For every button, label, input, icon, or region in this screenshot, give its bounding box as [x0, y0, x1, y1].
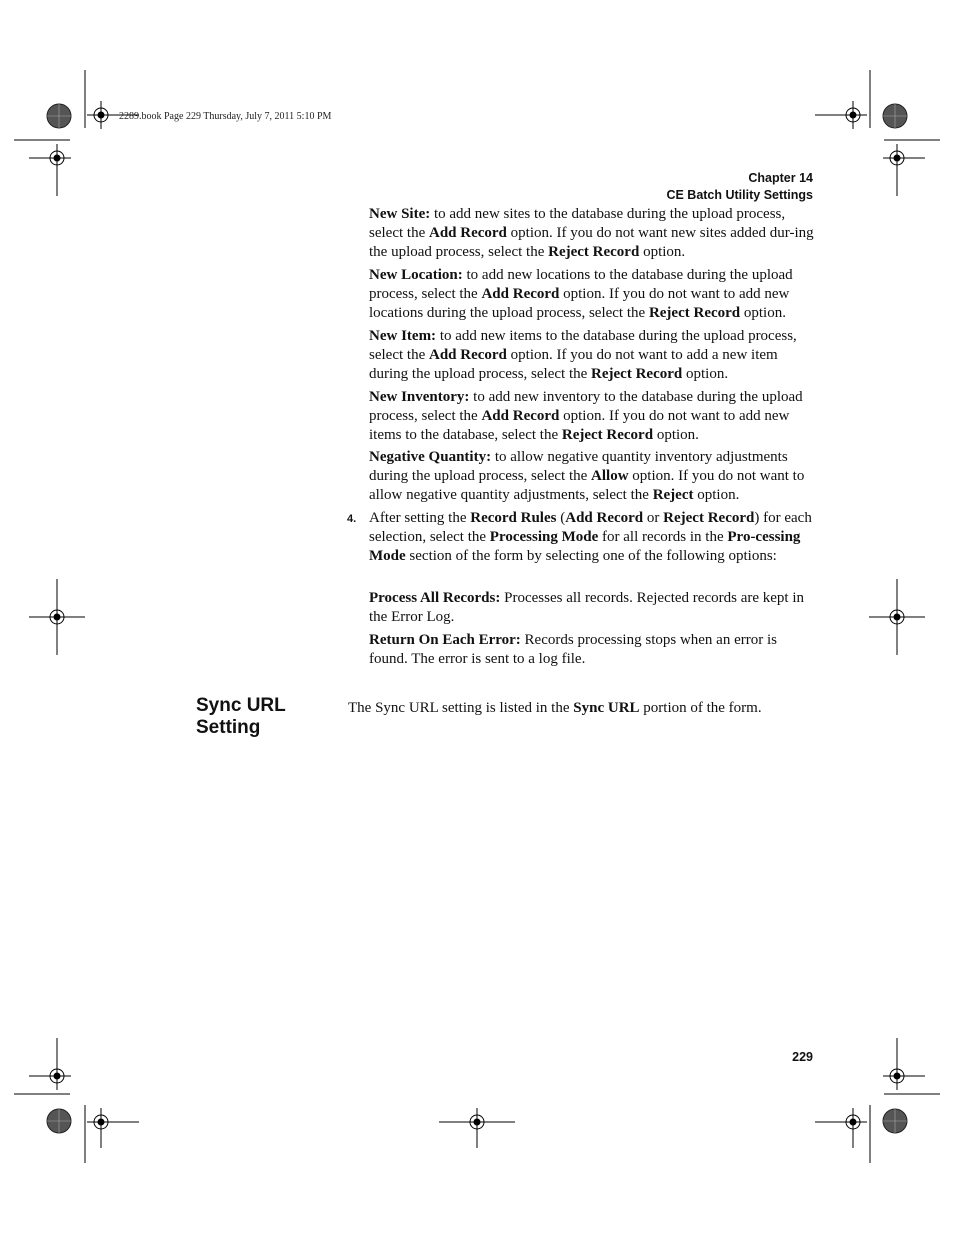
term: New Site: — [369, 206, 431, 222]
term: Return On Each Error: — [369, 632, 521, 648]
section-heading-line-1: Sync URL — [196, 695, 286, 716]
text: option. If you do not want to allow negative quantity adjustments, select the — [369, 468, 805, 503]
text: for all records in the — [598, 529, 728, 545]
text: option. — [639, 244, 686, 260]
term: Negative Quantity: — [369, 449, 492, 465]
print-slug: 2289.book Page 229 Thursday, July 7, 2011 5:10 PM — [119, 111, 332, 122]
text: ( — [556, 510, 566, 526]
text: to allow negative quantity inventory adjustments during the upload process, select the — [369, 449, 788, 484]
text: option. If you do not want to add a new item during the upload process, select the — [369, 347, 778, 382]
bold-text: Processing Mode — [489, 529, 599, 545]
text: to add new inventory to the database during the upload process, select the — [369, 389, 803, 424]
bold-text: Add Record — [565, 510, 644, 526]
term: Process All Records: — [369, 590, 501, 606]
text: After setting the — [369, 510, 471, 526]
chapter-title: CE Batch Utility Settings — [666, 188, 813, 202]
bold-text: Pro-cessing Mode — [369, 529, 801, 564]
bold-text: Sync URL — [573, 700, 640, 716]
paragraph-new-location — [369, 266, 815, 323]
section-body — [348, 699, 818, 718]
bold-text: Add Record — [428, 225, 507, 241]
bold-text: Reject Record — [663, 510, 755, 526]
text: Records processing stops when an error is found. The error is sent to a log file. — [369, 632, 777, 667]
text: Processes all records. Rejected records are kept in the Error Log. — [369, 590, 805, 625]
bold-text: Add Record — [428, 347, 507, 363]
text: to add new items to the database during the upload process, select the — [369, 328, 797, 363]
page-number: 229 — [792, 1050, 813, 1064]
chapter-label: Chapter 14 — [748, 171, 813, 185]
bold-text: Reject Record — [648, 305, 741, 321]
text: option. — [740, 305, 786, 321]
paragraph-new-site — [369, 205, 815, 262]
text: or — [643, 510, 664, 526]
bold-text: Reject Record — [561, 427, 654, 443]
step-4-text — [369, 509, 815, 566]
bold-text: Add Record — [481, 408, 560, 424]
bold-text: Allow — [591, 468, 629, 484]
step-number: 4. — [347, 513, 357, 525]
term: New Item: — [369, 328, 437, 344]
text: option. — [682, 366, 729, 382]
text: to add new sites to the database during the upload process, select the — [369, 206, 786, 241]
term: New Inventory: — [369, 389, 470, 405]
text: portion of the form. — [639, 700, 762, 716]
section-heading — [196, 695, 336, 739]
text: The Sync URL setting is listed in the — [348, 700, 574, 716]
paragraph-process-all-records — [369, 589, 815, 627]
section-heading-line-2: Setting — [196, 717, 261, 738]
text: option. — [693, 487, 740, 503]
text: option. If you do not want to add new items to the database, select the — [369, 408, 790, 443]
bold-text: Reject — [652, 487, 694, 503]
text: to add new locations to the database during the upload process, select the — [369, 267, 793, 302]
text: option. If you do not want new sites added dur-ing the upload process, select the — [369, 225, 814, 260]
text: section of the form by selecting one of the following options: — [405, 548, 777, 564]
paragraph-return-on-each-error — [369, 631, 815, 669]
bold-text: Reject Record — [548, 244, 640, 260]
bold-text: Reject Record — [591, 366, 683, 382]
bold-text: Record Rules — [470, 510, 557, 526]
text: option. — [653, 427, 699, 443]
paragraph-new-item — [369, 327, 815, 384]
text: option. If you do not want to add new locations during the upload process, select the — [369, 286, 790, 321]
paragraph-new-inventory — [369, 388, 815, 445]
paragraph-negative-quantity — [369, 448, 815, 505]
bold-text: Add Record — [481, 286, 560, 302]
term: New Location: — [369, 267, 463, 283]
text: ) for each selection, select the — [369, 510, 812, 545]
